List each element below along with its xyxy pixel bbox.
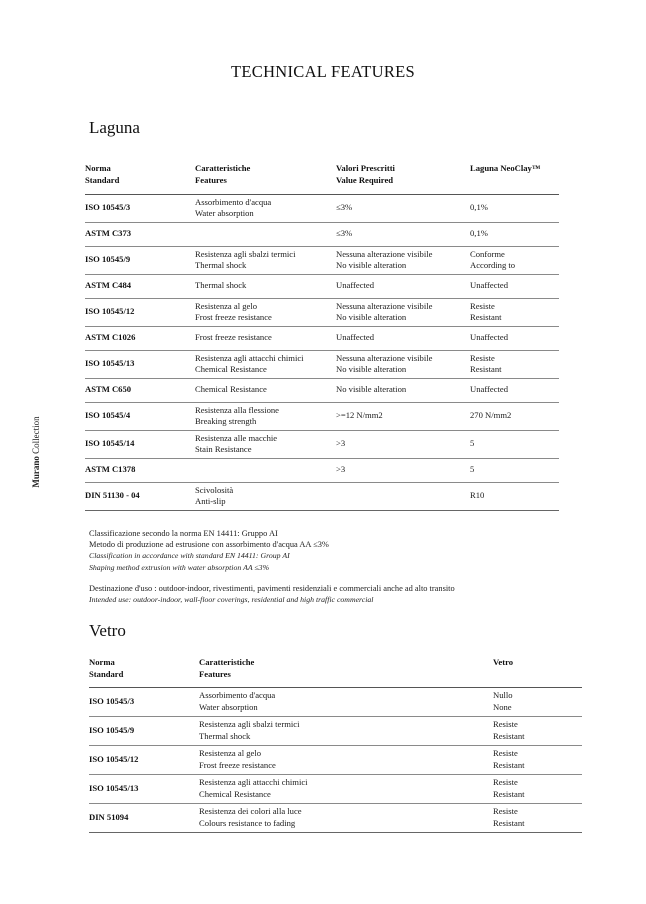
- product-value-cell-line: Resiste: [493, 806, 518, 816]
- standard-cell-line: ISO 10545/14: [85, 438, 135, 449]
- header-line: Features: [199, 668, 231, 679]
- header-standard: [89, 657, 199, 687]
- required-value-cell-line: No visible alteration: [336, 384, 407, 395]
- table-row: [85, 274, 559, 298]
- standard-cell: [85, 274, 195, 298]
- product-value-cell-line: Conforme: [470, 248, 505, 259]
- product-value-cell-line: Resistant: [493, 788, 525, 799]
- feature-cell-line: Stain Resistance: [195, 444, 252, 454]
- product-value-cell-line: Resiste: [493, 719, 518, 729]
- feature-cell: [195, 246, 336, 274]
- feature-cell: [195, 298, 336, 326]
- standard-cell-line: ISO 10545/9: [85, 254, 131, 265]
- side-collection-label: [31, 416, 41, 487]
- product-value-cell-line: Resiste: [470, 300, 495, 311]
- product-value-cell-line: 5: [470, 438, 475, 449]
- product-value-cell-line: According to: [470, 260, 516, 270]
- feature-cell: [195, 482, 336, 510]
- table-row: [85, 298, 559, 326]
- feature-cell-line: Assorbimento d'acqua: [199, 690, 276, 700]
- product-value-cell-line: 0,1%: [470, 202, 488, 213]
- required-value-cell: [336, 482, 470, 510]
- product-value-cell: [470, 298, 559, 326]
- table-row: [89, 803, 582, 832]
- standard-cell-line: ISO 10545/12: [89, 753, 139, 764]
- section-title-vetro: Vetro: [89, 621, 126, 640]
- header-line: Norma: [85, 163, 111, 173]
- standard-cell-line: ISO 10545/9: [89, 724, 135, 735]
- header-features: [195, 163, 336, 194]
- note-use-it: Destinazione d'uso : outdoor-indoor, rivestimenti, pavimenti residenziali e commerciali anche ad alto transito: [89, 583, 455, 593]
- standard-cell: [85, 458, 195, 482]
- feature-cell-line: Assorbimento d'acqua: [195, 196, 272, 207]
- standard-cell-line: ISO 10545/3: [85, 202, 131, 213]
- feature-cell: [199, 774, 493, 803]
- product-value-cell-line: 270 N/mm2: [470, 410, 512, 421]
- feature-cell-line: Frost freeze resistance: [195, 312, 272, 322]
- feature-cell: [195, 222, 336, 246]
- product-value-cell-line: Resiste: [470, 352, 495, 363]
- standard-cell: [85, 246, 195, 274]
- required-value-cell: [336, 194, 470, 222]
- required-value-cell-line: Nessuna alterazione visibile: [336, 352, 433, 363]
- feature-cell-line: Resistenza agli sbalzi termici: [199, 719, 300, 729]
- feature-cell-line: Water absorption: [199, 701, 258, 712]
- required-value-cell-line: ≤3%: [336, 228, 353, 239]
- page-title: TECHNICAL FEATURES: [231, 62, 415, 81]
- side-label-suffix: Collection: [31, 416, 41, 454]
- product-value-cell: [470, 482, 559, 510]
- feature-cell-line: Chemical Resistance: [195, 384, 267, 395]
- note-classification-en: Classification in accordance with standard EN 14411: Group AI: [89, 551, 290, 561]
- required-value-cell-line: No visible alteration: [336, 364, 407, 374]
- required-value-cell-line: Nessuna alterazione visibile: [336, 300, 433, 311]
- required-value-cell: [336, 298, 470, 326]
- table-row: [85, 482, 559, 510]
- header-line: Features: [195, 174, 227, 185]
- header-standard: [85, 163, 195, 194]
- standard-cell-line: ISO 10545/13: [89, 782, 139, 793]
- required-value-cell: [336, 222, 470, 246]
- table-row: [89, 745, 582, 774]
- product-value-cell: [470, 194, 559, 222]
- feature-cell: [195, 326, 336, 350]
- required-value-cell: [336, 246, 470, 274]
- standard-cell-line: ASTM C1026: [85, 332, 136, 343]
- feature-cell: [195, 402, 336, 430]
- feature-cell-line: Resistenza alla flessione: [195, 404, 279, 415]
- feature-cell-line: Colours resistance to fading: [199, 817, 296, 828]
- table-row: [85, 402, 559, 430]
- product-value-cell: [470, 430, 559, 458]
- feature-cell: [195, 194, 336, 222]
- header-line: Caratteristiche: [199, 657, 255, 667]
- laguna-spec-table: [85, 163, 559, 511]
- feature-cell-line: Scivolosità: [195, 484, 234, 495]
- product-value-cell-line: Resistant: [493, 730, 525, 741]
- standard-cell: [89, 803, 199, 832]
- product-value-cell: [493, 774, 582, 803]
- table-row: [85, 430, 559, 458]
- product-value-cell: [493, 716, 582, 745]
- required-value-cell: [336, 430, 470, 458]
- header-features: [199, 657, 493, 687]
- feature-cell: [195, 274, 336, 298]
- header-line: Standard: [89, 668, 124, 679]
- feature-cell-line: Resistenza agli attacchi chimici: [195, 352, 304, 363]
- standard-cell: [85, 194, 195, 222]
- header-line: Valori Prescritti: [336, 163, 395, 173]
- standard-cell: [85, 378, 195, 402]
- required-value-cell-line: No visible alteration: [336, 312, 407, 322]
- table-row: [85, 458, 559, 482]
- standard-cell: [85, 350, 195, 378]
- table-header-row: [89, 657, 582, 687]
- required-value-cell-line: >3: [336, 464, 346, 475]
- feature-cell: [195, 430, 336, 458]
- standard-cell-line: ISO 10545/3: [89, 695, 135, 706]
- standard-cell-line: ASTM C373: [85, 228, 132, 239]
- feature-cell: [195, 378, 336, 402]
- product-value-cell: [470, 274, 559, 298]
- header-product-value: [493, 657, 582, 687]
- required-value-cell-line: Unaffected: [336, 332, 375, 343]
- feature-cell-line: Anti-slip: [195, 496, 226, 506]
- required-value-cell-line: >3: [336, 438, 346, 449]
- feature-cell: [199, 716, 493, 745]
- feature-cell: [195, 458, 336, 482]
- product-value-cell-line: Resiste: [493, 748, 518, 758]
- feature-cell-line: Water absorption: [195, 208, 254, 218]
- standard-cell: [85, 402, 195, 430]
- header-line: Norma: [89, 657, 115, 667]
- feature-cell: [199, 687, 493, 716]
- feature-cell: [195, 350, 336, 378]
- feature-cell-line: Resistenza al gelo: [199, 748, 262, 758]
- note-classification-it: Classificazione secondo la norma EN 14411: Gruppo AI: [89, 529, 278, 538]
- standard-cell: [85, 222, 195, 246]
- product-value-cell: [470, 402, 559, 430]
- product-value-cell-line: Resistant: [470, 312, 502, 322]
- product-value-cell-line: Unaffected: [470, 280, 509, 291]
- feature-cell-line: Resistenza agli attacchi chimici: [199, 777, 308, 787]
- table-row: [89, 774, 582, 803]
- feature-cell: [199, 745, 493, 774]
- product-value-cell: [470, 350, 559, 378]
- feature-cell-line: Resistenza agli sbalzi termici: [195, 248, 296, 259]
- standard-cell: [85, 482, 195, 510]
- product-value-cell: [470, 458, 559, 482]
- feature-cell-line: Frost freeze resistance: [195, 332, 272, 343]
- feature-cell-line: Chemical Resistance: [199, 788, 271, 799]
- note-use-en: Intended use: outdoor-indoor, wall-floor coverings, residential and high traffic commercial: [89, 595, 374, 605]
- spacer: [89, 573, 455, 583]
- laguna-notes: [89, 528, 455, 605]
- standard-cell: [89, 745, 199, 774]
- feature-cell-line: Chemical Resistance: [195, 364, 267, 374]
- product-value-cell-line: Resistant: [493, 817, 525, 828]
- header-line: Caratteristiche: [195, 163, 251, 173]
- required-value-cell-line: No visible alteration: [336, 260, 407, 270]
- section-title-laguna: Laguna: [89, 118, 140, 137]
- product-value-cell: [493, 745, 582, 774]
- required-value-cell: [336, 378, 470, 402]
- standard-cell-line: ASTM C1378: [85, 464, 136, 475]
- feature-cell-line: Resistenza dei colori alla luce: [199, 806, 302, 816]
- required-value-cell: [336, 458, 470, 482]
- feature-cell-line: Thermal shock: [195, 260, 247, 270]
- feature-cell-line: Thermal shock: [199, 730, 251, 741]
- product-value-cell: [470, 222, 559, 246]
- standard-cell: [89, 687, 199, 716]
- product-value-cell-line: Resistant: [470, 364, 502, 374]
- header-line: Vetro: [493, 657, 514, 667]
- feature-cell-line: Thermal shock: [195, 280, 247, 291]
- standard-cell: [85, 326, 195, 350]
- product-value-cell-line: Nullo: [493, 690, 513, 700]
- vetro-spec-table: [89, 657, 582, 833]
- header-product-value: [470, 163, 559, 194]
- product-value-cell: [493, 687, 582, 716]
- required-value-cell-line: Nessuna alterazione visibile: [336, 248, 433, 259]
- table-row: [89, 687, 582, 716]
- product-value-cell-line: Resiste: [493, 777, 518, 787]
- table-row: [85, 378, 559, 402]
- product-value-cell: [493, 803, 582, 832]
- required-value-cell-line: Unaffected: [336, 280, 375, 291]
- standard-cell-line: ASTM C650: [85, 384, 132, 395]
- standard-cell-line: ISO 10545/12: [85, 306, 135, 317]
- feature-cell-line: Resistenza al gelo: [195, 300, 258, 311]
- product-value-cell-line: None: [493, 701, 512, 712]
- header-line: Laguna NeoClay™: [470, 163, 541, 173]
- standard-cell: [89, 774, 199, 803]
- note-method-it: Metodo di produzione ad estrusione con assorbimento d'acqua AA ≤3%: [89, 540, 329, 550]
- required-value-cell: [336, 274, 470, 298]
- feature-cell-line: Frost freeze resistance: [199, 759, 276, 770]
- header-line: Value Required: [336, 174, 394, 185]
- table-row: [85, 246, 559, 274]
- required-value-cell-line: >=12 N/mm2: [336, 410, 383, 421]
- table-row: [85, 222, 559, 246]
- standard-cell-line: DIN 51130 - 04: [85, 490, 140, 501]
- header-line: Standard: [85, 174, 120, 185]
- standard-cell: [85, 430, 195, 458]
- required-value-cell: [336, 326, 470, 350]
- standard-cell-line: ASTM C484: [85, 280, 132, 291]
- standard-cell-line: DIN 51094: [89, 811, 129, 822]
- product-value-cell-line: 5: [470, 464, 475, 475]
- product-value-cell-line: Resistant: [493, 759, 525, 770]
- table-row: [85, 350, 559, 378]
- product-value-cell-line: Unaffected: [470, 332, 509, 343]
- product-value-cell: [470, 326, 559, 350]
- product-value-cell: [470, 378, 559, 402]
- product-value-cell-line: Unaffected: [470, 384, 509, 395]
- note-method-en: Shaping method extrusion with water absorption AA ≤3%: [89, 562, 270, 572]
- product-value-cell-line: R10: [470, 490, 485, 501]
- standard-cell: [89, 716, 199, 745]
- standard-cell: [85, 298, 195, 326]
- standard-cell-line: ISO 10545/4: [85, 410, 131, 421]
- side-label-brand: Murano: [31, 456, 41, 488]
- required-value-cell: [336, 350, 470, 378]
- product-value-cell: [470, 246, 559, 274]
- feature-cell-line: Breaking strength: [195, 416, 257, 426]
- required-value-cell: [336, 402, 470, 430]
- product-value-cell-line: 0,1%: [470, 228, 488, 239]
- header-value-required: [336, 163, 470, 194]
- feature-cell: [199, 803, 493, 832]
- table-header-row: [85, 163, 559, 194]
- table-row: [89, 716, 582, 745]
- standard-cell-line: ISO 10545/13: [85, 358, 135, 369]
- required-value-cell-line: ≤3%: [336, 202, 353, 213]
- table-row: [85, 194, 559, 222]
- table-row: [85, 326, 559, 350]
- feature-cell-line: Resistenza alle macchie: [195, 432, 278, 443]
